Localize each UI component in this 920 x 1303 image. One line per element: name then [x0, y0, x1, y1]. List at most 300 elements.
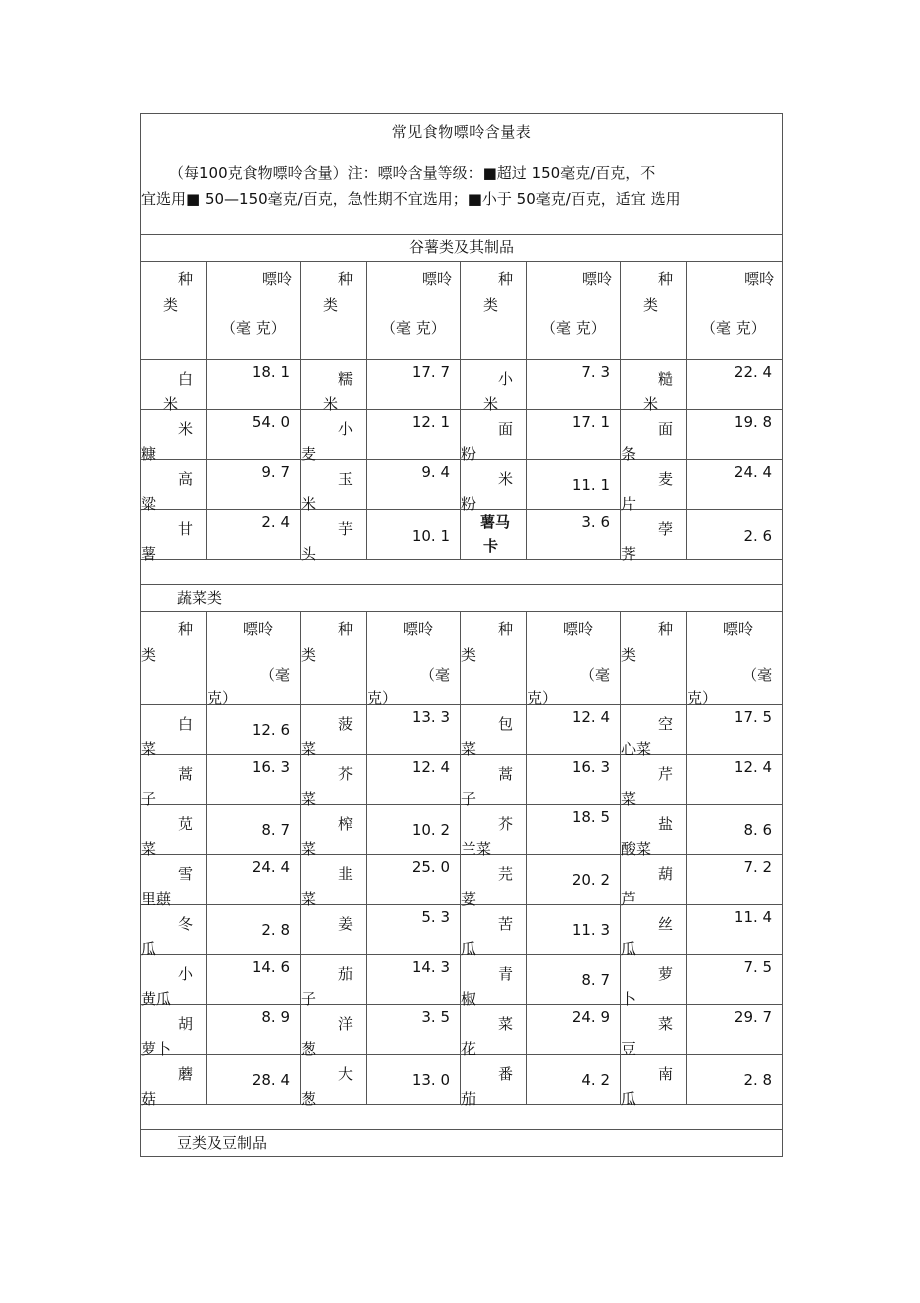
- purine-value-cell: [687, 1005, 783, 1055]
- kind-header-char-1: 种: [338, 620, 354, 638]
- food-name-char-2: 头: [301, 545, 317, 563]
- kind-header-char-2: 类: [461, 646, 477, 664]
- food-name-cell: [621, 905, 687, 958]
- food-name-char-1: 麦: [658, 470, 674, 488]
- purine-header: [527, 612, 621, 705]
- purine-value-cell: [207, 955, 301, 1005]
- food-name-char-2: 萝卜: [141, 1040, 172, 1058]
- purine-header-unit-2: 克）: [367, 689, 398, 707]
- food-name-char-1: 米: [178, 420, 194, 438]
- purine-value: 54. 0: [251, 413, 290, 431]
- food-name-char-2: 糠: [141, 445, 157, 463]
- food-name-char-1: 芋: [338, 520, 354, 538]
- purine-header-unit-1: （毫: [742, 666, 773, 684]
- purine-header-label: 嘌呤: [243, 620, 274, 638]
- purine-value: 11. 3: [571, 921, 610, 939]
- purine-value: 4. 2: [581, 1071, 610, 1089]
- food-name-char-1: 芥: [498, 815, 514, 833]
- purine-header-unit-1: （毫: [419, 666, 450, 684]
- food-name-cell: [301, 1005, 367, 1058]
- food-name-char-1: 包: [498, 715, 514, 733]
- purine-value-cell: [527, 855, 621, 905]
- table-row: [141, 805, 783, 855]
- food-name-cell: [141, 510, 207, 563]
- food-name-cell: [141, 855, 207, 908]
- food-name-char-1: 空: [658, 715, 674, 733]
- food-name-char-1: 丝: [658, 915, 674, 933]
- food-name-char-2: 菜: [461, 740, 477, 758]
- purine-header-unit-2: 克）: [527, 689, 558, 707]
- food-name-char-2: 椒: [461, 990, 477, 1008]
- food-name-cell: [621, 1005, 687, 1058]
- purine-value-cell: [207, 855, 301, 905]
- food-name-char-2: 菜: [301, 790, 317, 808]
- purine-header-label: 嘌呤: [403, 620, 434, 638]
- purine-header: [687, 612, 783, 705]
- purine-value: 12. 6: [251, 721, 290, 739]
- purine-header-unit: （毫 克）: [541, 319, 606, 337]
- food-name-char-2: 菜: [301, 840, 317, 858]
- vegetables-column-header-row: [141, 612, 783, 705]
- purine-value-cell: [207, 510, 301, 560]
- food-name-cell: [301, 855, 367, 908]
- purine-header-label: 嘌呤: [563, 620, 594, 638]
- purine-value-cell: [527, 705, 621, 755]
- food-name-char-2: 里蕻: [141, 890, 172, 908]
- purine-value: 5. 3: [421, 908, 450, 926]
- purine-value-cell: [527, 905, 621, 955]
- purine-header-unit-2: 克）: [687, 689, 718, 707]
- food-name-char-1: 大: [338, 1065, 354, 1083]
- purine-value-cell: [527, 1055, 621, 1105]
- purine-header: [207, 612, 301, 705]
- purine-value-cell: [527, 510, 621, 560]
- food-name-cell: [461, 705, 527, 758]
- purine-value: 24. 9: [571, 1008, 610, 1026]
- food-name-char-2: 粉: [461, 445, 477, 463]
- purine-value-cell: [367, 905, 461, 955]
- purine-header-unit-2: 克）: [207, 689, 238, 707]
- purine-value: 12. 4: [571, 708, 610, 726]
- food-name-cell: [621, 510, 687, 563]
- kind-header-char-1: 种: [658, 270, 674, 288]
- food-name-char-2: 菜: [141, 840, 157, 858]
- purine-value: 13. 0: [411, 1071, 450, 1089]
- purine-value: 17. 5: [733, 708, 773, 726]
- purine-header: [207, 262, 301, 360]
- purine-value-cell: [527, 1005, 621, 1055]
- food-name-char-2: 米: [483, 395, 499, 413]
- food-name-char-1: 芥: [338, 765, 354, 783]
- food-name-char-2: 酸菜: [621, 840, 652, 858]
- purine-header-label: 嘌呤: [744, 270, 775, 288]
- purine-value: 8. 6: [743, 821, 773, 839]
- purine-value-cell: [367, 1005, 461, 1055]
- food-name-cell: [301, 460, 367, 513]
- food-name-char-2: 麦: [301, 445, 317, 463]
- food-name-char-2: 片: [621, 495, 637, 513]
- purine-header-label: 嘌呤: [421, 270, 452, 288]
- food-name-cell: [621, 855, 687, 908]
- food-name-char-1: 韭: [338, 865, 354, 883]
- purine-value: 8. 7: [581, 971, 610, 989]
- food-name-char-2: 子: [141, 790, 157, 808]
- food-name-char-1: 胡: [178, 1015, 194, 1033]
- food-name-char-1: 芹: [658, 765, 674, 783]
- grade-note: [141, 160, 782, 212]
- food-name-char-1: 芫: [498, 865, 514, 883]
- food-name-cell: [141, 360, 207, 413]
- table-row: [141, 510, 783, 560]
- purine-value-cell: [687, 755, 783, 805]
- food-name-char-1: 姜: [338, 915, 354, 933]
- purine-value-cell: [367, 855, 461, 905]
- purine-value-cell: [367, 755, 461, 805]
- kind-header-char-1: 种: [498, 270, 514, 288]
- food-name-char-2: 心菜: [621, 740, 652, 758]
- table-row: [141, 460, 783, 510]
- food-name-char-2: 米: [643, 395, 659, 413]
- purine-value-cell: [207, 360, 301, 410]
- food-name-char-2: 子: [301, 990, 317, 1008]
- section-title-beans: 豆类及豆制品: [141, 1130, 783, 1157]
- kind-header-char-2: 类: [483, 296, 499, 314]
- food-name-cell: [301, 755, 367, 808]
- purine-value-cell: [527, 805, 621, 855]
- food-name-cell: [461, 755, 527, 808]
- food-name-cell: [461, 460, 527, 513]
- food-name-char-2: 卜: [621, 990, 637, 1008]
- purine-value: 13. 3: [411, 708, 450, 726]
- purine-value: 22. 4: [733, 363, 773, 381]
- food-name-char-1: 小: [178, 965, 194, 983]
- purine-value: 2. 8: [743, 1071, 773, 1089]
- purine-value-cell: [687, 805, 783, 855]
- food-name-char-1: 面: [498, 420, 514, 438]
- food-name-cell: [621, 360, 687, 413]
- purine-value: 8. 9: [261, 1008, 290, 1026]
- table-row: [141, 1055, 783, 1105]
- purine-value-cell: [367, 805, 461, 855]
- purine-table: [140, 113, 783, 1157]
- purine-value: 12. 4: [733, 758, 773, 776]
- food-name-char-2: 黄瓜: [141, 990, 172, 1008]
- food-name-char-1: 高: [178, 470, 194, 488]
- food-name-char-2: 卡: [483, 537, 499, 555]
- table-header-cell: [141, 114, 783, 235]
- purine-header: [367, 262, 461, 360]
- food-name-cell: [621, 755, 687, 808]
- purine-value-cell: [527, 460, 621, 510]
- kind-header: [141, 262, 207, 360]
- food-name-char-2: 条: [621, 445, 637, 463]
- purine-value: 10. 1: [411, 527, 450, 545]
- purine-value-cell: [367, 1055, 461, 1105]
- table-row: [141, 1005, 783, 1055]
- purine-value: 28. 4: [251, 1071, 290, 1089]
- purine-value: 7. 3: [581, 363, 610, 381]
- food-name-char-1: 萝: [658, 965, 674, 983]
- purine-value: 14. 6: [251, 958, 290, 976]
- food-name-char-2: 菜: [301, 890, 317, 908]
- kind-header-char-2: 类: [141, 646, 157, 664]
- food-name-char-2: 粱: [141, 495, 157, 513]
- food-name-char-1: 甘: [178, 520, 194, 538]
- food-name-char-1: 冬: [178, 915, 194, 933]
- purine-value: 10. 2: [411, 821, 450, 839]
- purine-value-cell: [367, 955, 461, 1005]
- food-name-char-1: 番: [498, 1065, 514, 1083]
- table-row: [141, 410, 783, 460]
- food-name-cell: [141, 805, 207, 858]
- purine-header: [687, 262, 783, 360]
- purine-value-cell: [687, 705, 783, 755]
- food-name-char-1: 苦: [498, 915, 514, 933]
- purine-value-cell: [207, 1055, 301, 1105]
- purine-value-cell: [207, 755, 301, 805]
- kind-header: [461, 612, 527, 705]
- kind-header-char-2: 类: [323, 296, 339, 314]
- food-name-char-2: 葱: [301, 1040, 317, 1058]
- purine-value: 2. 4: [261, 513, 290, 531]
- section-title-beans-row: [141, 1130, 783, 1157]
- food-name-char-1: 苋: [178, 815, 194, 833]
- food-name-char-2: 瓜: [621, 1090, 637, 1108]
- food-name-char-1: 雪: [178, 865, 194, 883]
- food-name-char-2: 葱: [301, 1090, 317, 1108]
- food-name-char-1: 面: [658, 420, 674, 438]
- food-name-char-1: 玉: [338, 470, 354, 488]
- food-name-char-1: 荸: [658, 520, 674, 538]
- purine-value: 12. 4: [411, 758, 450, 776]
- purine-value-cell: [527, 410, 621, 460]
- food-name-cell: [461, 855, 527, 908]
- food-name-cell: [141, 955, 207, 1008]
- food-name-char-2: 子: [461, 790, 477, 808]
- purine-value: 8. 7: [261, 821, 290, 839]
- purine-value: 9. 7: [261, 463, 290, 481]
- food-name-char-1: 菜: [658, 1015, 674, 1033]
- purine-value-cell: [367, 360, 461, 410]
- section-title-vegetables: 蔬菜类: [141, 585, 783, 612]
- purine-header: [367, 612, 461, 705]
- purine-value-cell: [207, 905, 301, 955]
- purine-value-cell: [207, 705, 301, 755]
- table-row: [141, 855, 783, 905]
- blank-row: [141, 1105, 783, 1130]
- food-name-char-1: 小: [498, 370, 514, 388]
- food-name-char-2: 花: [461, 1040, 477, 1058]
- purine-value-cell: [687, 905, 783, 955]
- food-name-cell: [301, 410, 367, 463]
- kind-header: [301, 612, 367, 705]
- food-name-cell: [461, 360, 527, 413]
- food-name-char-1: 蒿: [498, 765, 514, 783]
- purine-value-cell: [367, 510, 461, 560]
- table-row: [141, 705, 783, 755]
- food-name-char-2: 菜: [141, 740, 157, 758]
- food-name-cell: [141, 1055, 207, 1108]
- table-row: [141, 360, 783, 410]
- purine-value-cell: [687, 360, 783, 410]
- purine-value: 2. 6: [743, 527, 773, 545]
- document-page: [140, 113, 782, 1157]
- section-title-grains-row: [141, 235, 783, 262]
- grains-column-header-row: [141, 262, 783, 360]
- food-name-char-2: 菜: [621, 790, 637, 808]
- kind-header: [621, 262, 687, 360]
- food-name-char-1: 青: [498, 965, 514, 983]
- purine-value: 16. 3: [571, 758, 610, 776]
- kind-header-char-1: 种: [658, 620, 674, 638]
- food-name-cell: [301, 360, 367, 413]
- purine-value: 17. 7: [411, 363, 450, 381]
- food-name-char-1: 茄: [338, 965, 354, 983]
- food-name-char-1: 薯马: [480, 513, 511, 531]
- purine-header-unit: （毫 克）: [701, 319, 766, 337]
- food-name-char-2: 米: [163, 395, 179, 413]
- food-name-cell: [301, 1055, 367, 1108]
- food-name-cell: [301, 705, 367, 758]
- food-name-cell: [141, 460, 207, 513]
- food-name-char-1: 盐: [658, 815, 674, 833]
- blank-row-cell: [141, 560, 783, 585]
- purine-header-unit: （毫 克）: [221, 319, 286, 337]
- blank-row-cell: [141, 1105, 783, 1130]
- food-name-cell: [301, 805, 367, 858]
- food-name-cell: [621, 1055, 687, 1108]
- purine-value-cell: [367, 460, 461, 510]
- food-name-char-2: 兰菜: [461, 840, 492, 858]
- food-name-char-2: 瓜: [621, 940, 637, 958]
- purine-header: [527, 262, 621, 360]
- purine-value-cell: [207, 805, 301, 855]
- purine-value: 29. 7: [733, 1008, 773, 1026]
- purine-header-unit-1: （毫: [259, 666, 290, 684]
- food-name-cell: [621, 955, 687, 1008]
- purine-value: 11. 1: [571, 476, 610, 494]
- kind-header-char-1: 种: [338, 270, 354, 288]
- purine-value: 2. 8: [261, 921, 290, 939]
- food-name-cell: [621, 705, 687, 758]
- purine-value: 20. 2: [571, 871, 610, 889]
- food-name-char-1: 白: [178, 715, 194, 733]
- purine-value: 7. 5: [743, 958, 773, 976]
- food-name-cell: [621, 460, 687, 513]
- food-name-cell: [141, 410, 207, 463]
- food-name-cell: [301, 955, 367, 1008]
- food-name-cell: [301, 905, 367, 955]
- food-name-cell: [621, 805, 687, 858]
- food-name-char-1: 葫: [658, 865, 674, 883]
- purine-value: 11. 4: [733, 908, 773, 926]
- purine-value-cell: [687, 955, 783, 1005]
- food-name-char-2: 菇: [141, 1090, 157, 1108]
- kind-header: [461, 262, 527, 360]
- food-name-cell: [301, 510, 367, 563]
- food-name-char-1: 蒿: [178, 765, 194, 783]
- table-title: 常见食物嘌呤含量表: [391, 123, 532, 141]
- kind-header: [621, 612, 687, 705]
- kind-header: [301, 262, 367, 360]
- purine-value: 17. 1: [571, 413, 610, 431]
- food-name-char-2: 茄: [461, 1090, 477, 1108]
- purine-value: 19. 8: [733, 413, 773, 431]
- section-title-grains: 谷薯类及其制品: [141, 235, 783, 262]
- food-name-char-1: 糯: [338, 370, 354, 388]
- food-name-cell: [141, 905, 207, 958]
- purine-value: 7. 2: [743, 858, 773, 876]
- food-name-char-2: 米: [301, 495, 317, 513]
- purine-value-cell: [687, 410, 783, 460]
- purine-value: 24. 4: [733, 463, 773, 481]
- purine-value-cell: [207, 460, 301, 510]
- food-name-cell: [461, 1005, 527, 1058]
- table-row: [141, 905, 783, 955]
- purine-header-unit-1: （毫: [579, 666, 610, 684]
- purine-value-cell: [687, 460, 783, 510]
- kind-header-char-1: 种: [178, 620, 194, 638]
- kind-header-char-2: 类: [621, 646, 637, 664]
- food-name-char-2: 豆: [621, 1040, 637, 1058]
- purine-header-label: 嘌呤: [723, 620, 754, 638]
- food-name-cell: [461, 905, 527, 958]
- purine-header-label: 嘌呤: [261, 270, 292, 288]
- purine-header-unit: （毫 克）: [381, 319, 446, 337]
- food-name-char-2: 瓜: [461, 940, 477, 958]
- purine-value: 12. 1: [411, 413, 450, 431]
- food-name-cell: [461, 805, 527, 858]
- kind-header-char-2: 类: [163, 296, 179, 314]
- purine-value-cell: [687, 510, 783, 560]
- food-name-char-1: 洋: [338, 1015, 354, 1033]
- purine-value: 25. 0: [411, 858, 450, 876]
- purine-value-cell: [367, 410, 461, 460]
- food-name-char-1: 菠: [338, 715, 354, 733]
- kind-header: [141, 612, 207, 705]
- purine-value: 24. 4: [251, 858, 290, 876]
- purine-value: 18. 1: [251, 363, 290, 381]
- purine-value-cell: [687, 1055, 783, 1105]
- purine-value-cell: [207, 410, 301, 460]
- food-name-cell: [141, 755, 207, 808]
- purine-value-cell: [527, 955, 621, 1005]
- kind-header-char-2: 类: [301, 646, 317, 664]
- purine-value: 3. 6: [581, 513, 610, 531]
- purine-value: 3. 5: [421, 1008, 450, 1026]
- food-name-cell: [461, 1055, 527, 1108]
- food-name-char-2: 荽: [461, 890, 477, 908]
- kind-header-char-1: 种: [498, 620, 514, 638]
- purine-value-cell: [207, 1005, 301, 1055]
- food-name-cell: [141, 1005, 207, 1058]
- purine-value: 16. 3: [251, 758, 290, 776]
- food-name-char-2: 米: [323, 395, 339, 413]
- purine-value: 18. 5: [571, 808, 610, 826]
- food-name-char-1: 糙: [658, 370, 674, 388]
- grade-note-line-2: 宜选用■ 50—150毫克/百克，急性期不宜选用；■小于 50毫克/百克，适宜 选用: [141, 190, 681, 208]
- food-name-cell: [461, 510, 527, 560]
- table-row: [141, 755, 783, 805]
- food-name-char-1: 南: [658, 1065, 674, 1083]
- food-name-char-1: 米: [498, 470, 514, 488]
- grade-note-line-1: （每100克食物嘌呤含量）注：嘌呤含量等级：■超过 150毫克/百克，不: [169, 164, 656, 182]
- food-name-cell: [621, 410, 687, 463]
- food-name-cell: [461, 410, 527, 463]
- food-name-char-1: 白: [178, 370, 194, 388]
- table-row: [141, 955, 783, 1005]
- food-name-char-2: 薯: [141, 545, 157, 563]
